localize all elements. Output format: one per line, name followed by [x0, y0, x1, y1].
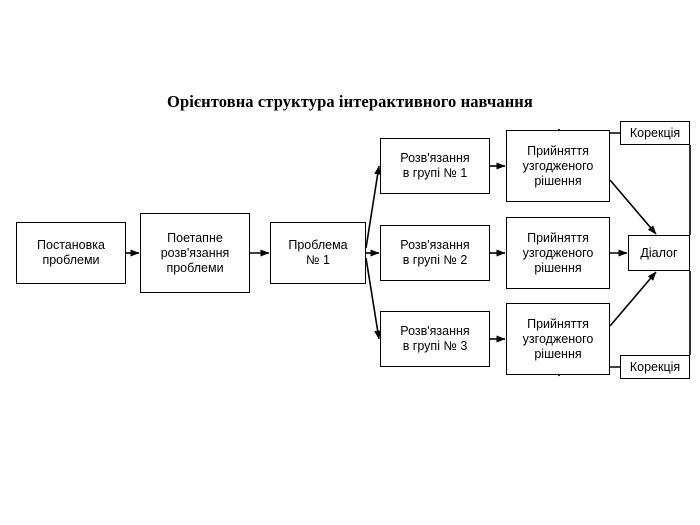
connector-decision3-dialog: [610, 272, 656, 326]
node-dialog[interactable]: [628, 235, 690, 271]
node-label: Прийняття узгодженого рішення: [522, 230, 594, 275]
node-poetapne-rozvyazannya[interactable]: [140, 213, 250, 293]
connector-decision1-dialog: [610, 180, 656, 234]
node-label: Поетапне розв'язання проблеми: [160, 230, 230, 275]
node-label: Розв'язання в групі № 2: [400, 238, 470, 267]
node-korekcia-top[interactable]: [620, 121, 690, 145]
node-decision-2[interactable]: [506, 217, 610, 289]
node-label: Постановка проблеми: [37, 238, 105, 267]
node-korekcia-bottom[interactable]: [620, 355, 690, 379]
node-label: Корекція: [629, 359, 681, 374]
node-label: Прийняття узгодженого рішення: [522, 316, 594, 361]
node-label: Корекція: [629, 125, 681, 140]
node-label: Розв'язання в групі № 1: [400, 151, 470, 180]
node-problema-1[interactable]: [270, 222, 366, 284]
connector-problema-group3: [366, 258, 379, 339]
node-group-2[interactable]: [380, 225, 490, 281]
node-label: Розв'язання в групі № 3: [400, 324, 470, 353]
node-label: Прийняття узгодженого рішення: [522, 143, 594, 188]
node-postanovka-problemi[interactable]: [16, 222, 126, 284]
node-label: Проблема № 1: [288, 238, 348, 267]
node-decision-1[interactable]: [506, 130, 610, 202]
connector-problema-group1: [366, 166, 379, 248]
page-title: Орієнтовна структура інтерактивного навчання: [167, 92, 533, 111]
node-group-1[interactable]: [380, 138, 490, 194]
node-label: Діалог: [640, 245, 678, 260]
node-group-3[interactable]: [380, 311, 490, 367]
node-decision-3[interactable]: [506, 303, 610, 375]
